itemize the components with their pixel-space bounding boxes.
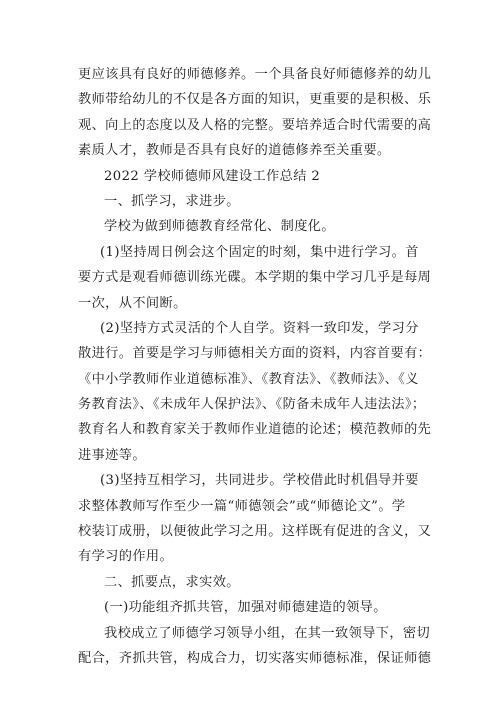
subsection-heading: (一)功能组齐抓共管，加强对师德建造的领导。: [104, 600, 387, 616]
paragraph-line: 我校成立了师德学习领导小组，在其一致领导下，密切: [104, 625, 431, 641]
paragraph-line: 配合，齐抓共管，构成合力，切实落实师德标准，保证师德: [78, 650, 432, 666]
section-heading: 二、抓要点，求实效。: [104, 574, 240, 590]
paragraph-line: 有学习的作用。: [78, 549, 174, 565]
paragraph-line: (3)坚持互相学习，共同进步。学校借此时机倡导并要: [100, 473, 419, 489]
paragraph-line: 教师带给幼儿的不仅是各方面的知识，更重要的是积极、乐: [78, 92, 432, 108]
paragraph-line: 进事迹等。: [78, 447, 146, 463]
section-title: 2022 学校师德师风建设工作总结 2: [104, 168, 321, 184]
paragraph-line: 一次，从不间断。: [78, 295, 187, 311]
paragraph-line: (1)坚持周日例会这个固定的时刻，集中进行学习。首: [100, 244, 419, 260]
paragraph-line: 散进行。首要是学习与师德相关方面的资料，内容首要有：: [78, 346, 432, 362]
paragraph-line: 《中小学教师作业道德标准》、《教育法》、《教师法》、《义: [78, 371, 419, 387]
paragraph-line: (2)坚持方式灵活的个人自学。资料一致印发，学习分: [100, 320, 419, 336]
paragraph-line: 务教育法》、《未成年人保护法》、《防备未成年人违法法》；: [78, 397, 426, 413]
document-body: [78, 62, 432, 671]
paragraph-line: 求整体教师写作至少一篇“师德领会”或“师德论文”。学: [78, 498, 406, 514]
paragraph-line: 学校为做到师德教育经常化、制度化。: [104, 219, 335, 235]
paragraph-line: 教育名人和教育家关于教师作业道德的论述；模范教师的先: [78, 422, 432, 438]
paragraph-line: 素质人才，教师是否具有良好的道德修养至关重要。: [78, 143, 391, 159]
paragraph-line: 要方式是观看师德训练光碟。本学期的集中学习几乎是每周: [78, 270, 432, 286]
paragraph-line: 观、向上的态度以及人格的完整。要培养适合时代需要的高: [78, 117, 432, 133]
section-heading: 一、抓学习，求进步。: [104, 193, 240, 209]
paragraph-line: 更应该具有良好的师德修养。一个具备良好师德修养的幼儿: [78, 67, 432, 82]
paragraph-line: 校装订成册，以便彼此学习之用。这样既有促进的含义，又: [78, 524, 432, 540]
